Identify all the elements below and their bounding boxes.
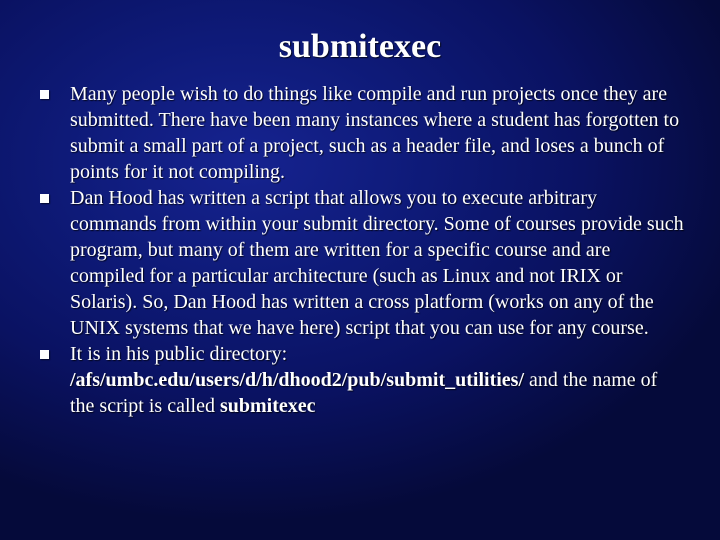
bullet-text: Many people wish to do things like compile and run projects once they are submitted. There have been many instances where a student has forgotten to submit a small part of a project, such as a header file, and loses a bunch of points for it not compiling. (70, 83, 680, 183)
bullet-item (40, 81, 685, 185)
bullet-text-middle: and the name of the script is called (70, 369, 658, 417)
directory-path: /afs/umbc.edu/users/d/h/dhood2/pub/submit_utilities/ (70, 369, 525, 391)
bullet-item (40, 341, 685, 419)
bullet-list (40, 81, 685, 419)
bullet-text-prefix: It is in his public directory: (70, 343, 288, 365)
script-name: submitexec (219, 395, 316, 417)
square-bullet-icon (40, 90, 49, 99)
bullet-item (40, 185, 685, 341)
square-bullet-icon (40, 194, 49, 203)
square-bullet-icon (40, 350, 49, 359)
bullet-text: Dan Hood has written a script that allows you to execute arbitrary commands from within your submit directory. Some of courses provide such program, but many of them are written for a specific course and are compiled for a particular architecture (such as Linux and not IRIX or Solaris). So, Dan Hood has written a cross platform (works on any of the UNIX systems that we have here) script that you can use for any course. (70, 187, 684, 339)
slide-title: submitexec (278, 28, 442, 65)
